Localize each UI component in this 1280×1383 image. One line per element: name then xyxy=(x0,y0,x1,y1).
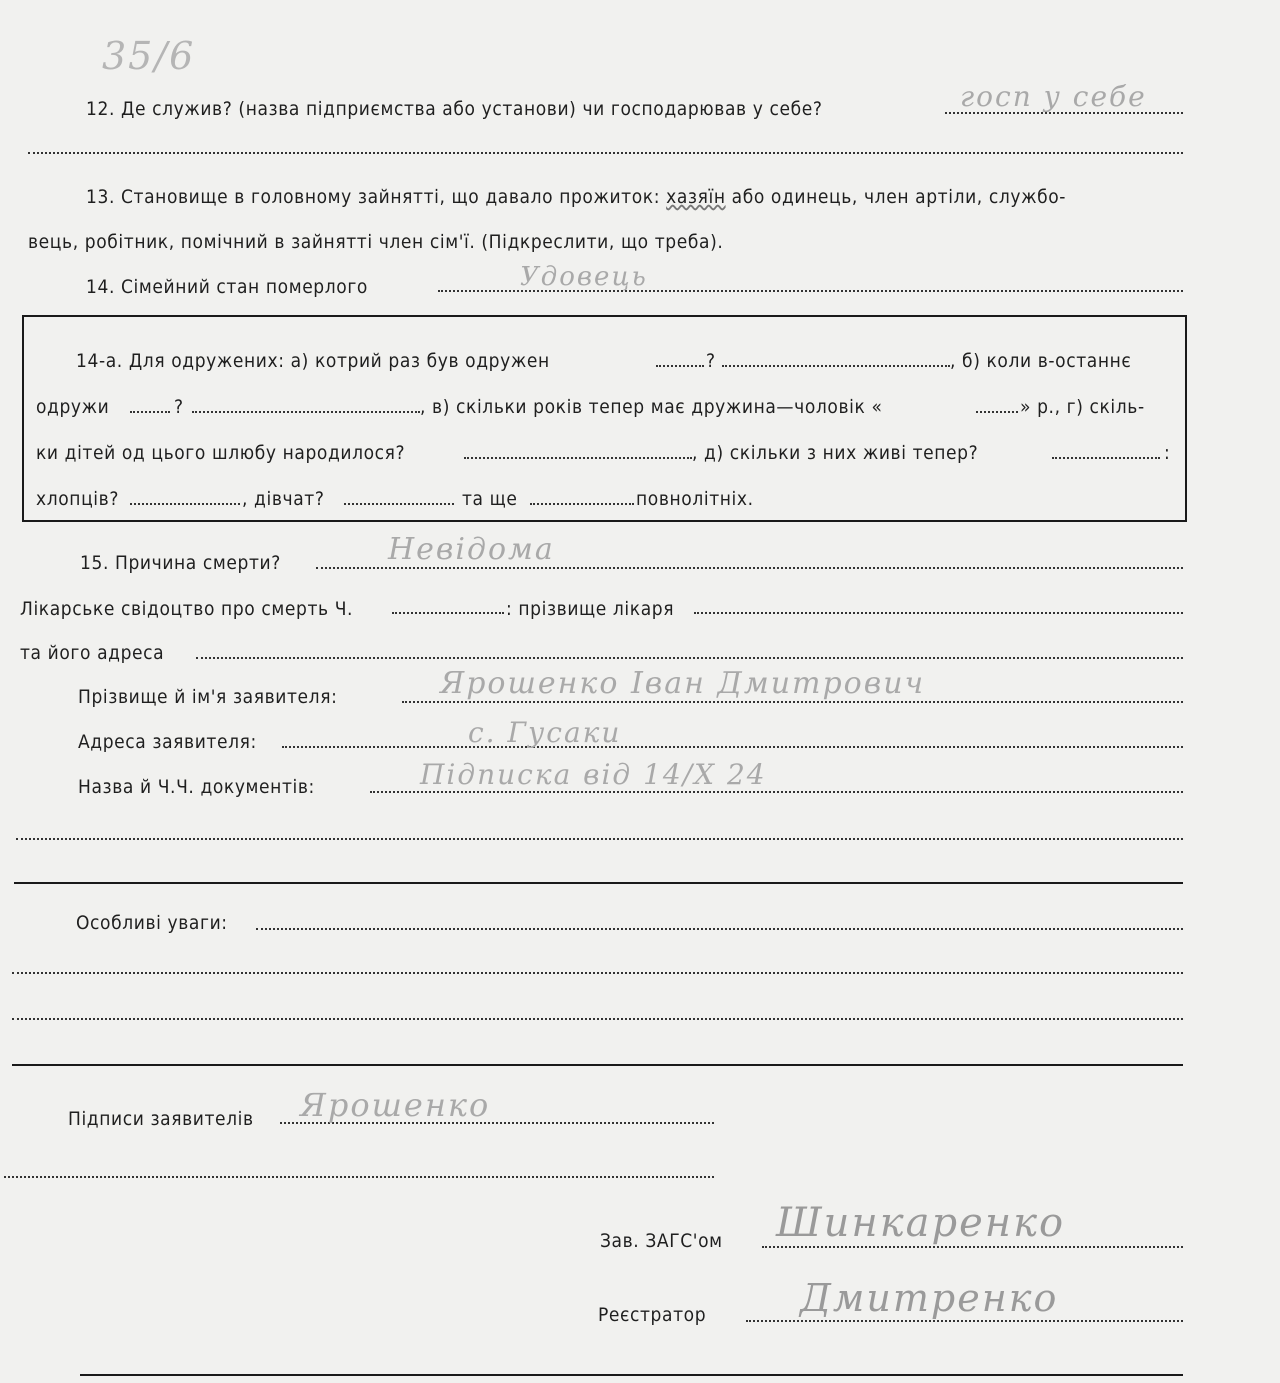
medical-cert-number-dots xyxy=(392,612,504,614)
applicant-address-dots xyxy=(282,746,1183,748)
applicant-address-label: Адреса заявителя: xyxy=(78,731,257,753)
q14a-line1 xyxy=(76,350,550,372)
medical-cert-text: Лікарське свідоцтво про смерть Ч. xyxy=(20,598,354,620)
documents-label: Назва й Ч.Ч. документів: xyxy=(78,776,315,798)
q13-line1 xyxy=(86,186,1066,208)
q14a-dots-2b xyxy=(192,411,420,413)
zags-head-label: Зав. ЗАГС'ом xyxy=(600,1230,723,1252)
q14-label: 14. Сімейний стан померлого xyxy=(86,276,368,298)
q15-answer: Невідома xyxy=(388,532,555,567)
q12-answer: госп у себе xyxy=(960,80,1147,113)
q12-label: 12. Де служив? (назва підприємства або установи) чи господарював у себе? xyxy=(86,98,823,120)
q14a-line2-q: ? xyxy=(174,396,184,418)
q14a-dots-2a xyxy=(130,411,170,413)
q14a-line3-b: , д) скільки з них живі тепер? xyxy=(692,442,979,464)
applicant-signature: Ярошенко xyxy=(300,1086,491,1124)
q14a-line2-b: , в) скільки років тепер має дружина—чоловік « xyxy=(420,396,883,418)
q14a-line2-c: » р., г) скіль- xyxy=(1020,396,1145,418)
q14a-line1-q: ? xyxy=(706,350,716,372)
doctor-address-label: та його адреса xyxy=(20,642,165,664)
q14a-line1-b: , б) коли в-останнє xyxy=(950,350,1132,372)
documents-dots xyxy=(370,791,1183,793)
q14a-line4-d: повнолітніх. xyxy=(636,488,754,510)
applicant-address-value: с. Гусаки xyxy=(468,716,622,749)
corner-note: 35/6 xyxy=(102,34,196,78)
doctor-name-label: : прізвище лікаря xyxy=(506,598,675,620)
q14a-girls-dots xyxy=(344,503,454,505)
applicant-name-label: Прізвище й ім'я заявителя: xyxy=(78,686,338,708)
zags-head-dots xyxy=(762,1246,1183,1248)
q14a-children-born-dots xyxy=(464,457,692,459)
doctor-name-dots xyxy=(694,612,1183,614)
applicant-signatures-dots-2 xyxy=(4,1176,714,1178)
q14a-times-married-dots xyxy=(656,365,704,367)
notes-label: Особливі уваги: xyxy=(76,912,228,934)
q13-line1-post: або одинець, член артіли, службо- xyxy=(725,186,1067,208)
q13-line1-pre: 13. Становище в головному зайнятті, що давало прожиток: xyxy=(86,186,667,208)
documents-continuation-dots xyxy=(16,838,1183,840)
bottom-rule xyxy=(80,1374,1183,1376)
registrar-dots xyxy=(746,1320,1183,1322)
q14a-spouse-age-dots xyxy=(976,411,1018,413)
zags-head-signature: Шинкаренко xyxy=(776,1200,1066,1246)
notes-dots-1 xyxy=(256,928,1183,930)
doctor-address-dots xyxy=(196,657,1183,659)
medical-cert-label xyxy=(20,598,353,620)
q14a-line1-a: 14-а. Для одружених: а) котрий раз був одружен xyxy=(76,350,550,372)
q12-continuation-line xyxy=(28,152,1183,154)
registrar-label: Реєстратор xyxy=(598,1304,707,1326)
notes-dots-2 xyxy=(12,972,1183,974)
q14a-box xyxy=(22,315,1187,522)
applicant-name-value: Ярошенко Іван Дмитрович xyxy=(440,666,926,701)
q14a-dots-1b xyxy=(722,365,950,367)
applicant-name-dots xyxy=(402,701,1183,703)
q14a-line4-a: хлопців? xyxy=(36,488,120,510)
registrar-signature: Дмитренко xyxy=(800,1276,1059,1320)
q14a-adults-dots xyxy=(530,503,634,505)
q15-label: 15. Причина смерти? xyxy=(80,552,281,574)
notes-dots-3 xyxy=(12,1018,1183,1020)
q14a-line3-c: : xyxy=(1164,442,1171,464)
q15-dotted-line xyxy=(316,567,1183,569)
applicant-signatures-label: Підписи заявителів xyxy=(68,1108,254,1130)
section-rule-2 xyxy=(12,1064,1183,1066)
q13-line2: вець, робітник, помічний в зайнятті член сім'ї. (Підкреслити, що треба). xyxy=(28,231,724,253)
q13-underlined-option: хазяїн xyxy=(666,186,726,208)
q14a-boys-dots xyxy=(130,503,240,505)
q14-answer: Удовець xyxy=(520,262,648,292)
q14a-line4-c: та ще xyxy=(462,488,518,510)
q14a-line2-a: одружи xyxy=(36,396,110,418)
documents-value: Підписка від 14/Х 24 xyxy=(420,758,767,791)
q14a-line4-b: , дівчат? xyxy=(242,488,325,510)
q14a-line3-a: ки дітей од цього шлюбу народилося? xyxy=(36,442,406,464)
section-rule-1 xyxy=(14,882,1183,884)
q14a-children-alive-dots xyxy=(1052,457,1160,459)
